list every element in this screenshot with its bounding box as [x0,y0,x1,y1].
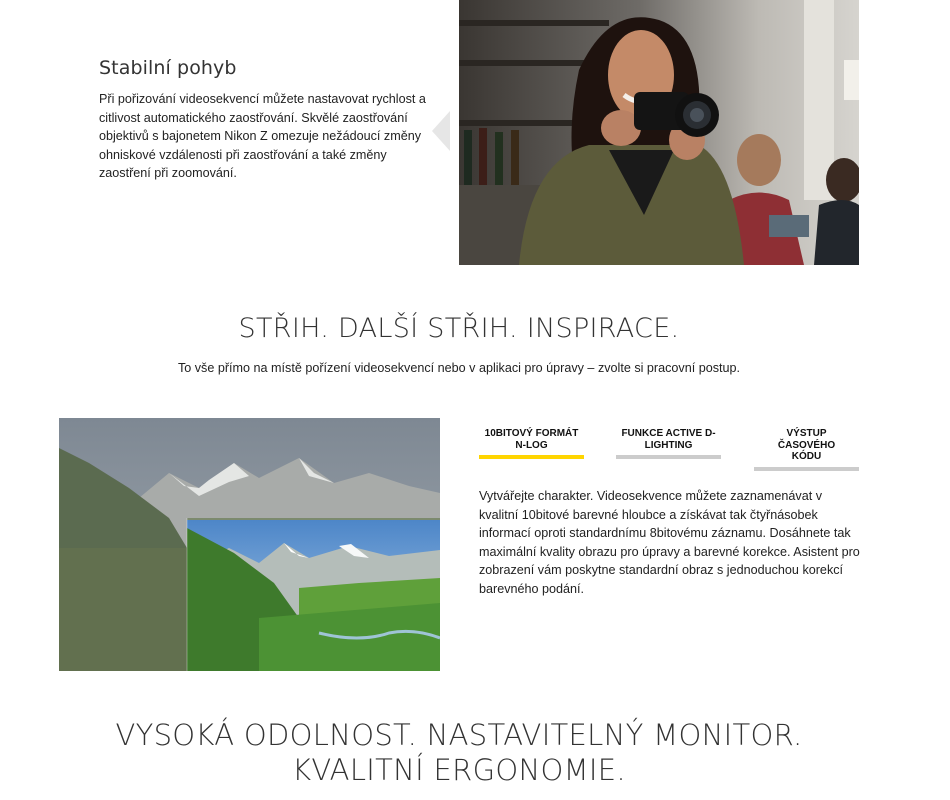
mountain-landscape-comparison-image [59,418,440,671]
feature-title: Stabilní pohyb [99,57,237,79]
tab-indicator [616,455,721,459]
tab-timecode-output[interactable] [754,428,859,463]
editing-section-heading: STŘIH. DALŠÍ STŘIH. INSPIRACE. [238,313,680,344]
tab-active-d-lighting[interactable] [616,428,721,451]
tab-label: VÝSTUP ČASOVÉHO KÓDU [777,428,836,462]
tab-active-indicator [479,455,584,459]
slider-arrow-icon[interactable] [432,111,450,151]
feature-tabs [479,428,859,473]
tab-indicator [754,467,859,471]
feature-description: Při pořizování videosekvencí můžete nastavovat rychlost a citlivost automatického zaostřování. Skvělé zaostřování objektivů s bajonetem Nikon Z omezuje nežádoucí změny ohniskové vzdálenosti při zaostřování a také změny zaostření při zoomování. [99,92,426,180]
photographer-photo [459,0,859,265]
tab-content-text: Vytvářejte charakter. Videosekvence můžete zaznamenávat v kvalitní 10bitové barevné hloubce a získávat tak čtyřnásobek informací oproti standardnímu 8bitovému záznamu. Dosáhnete tak maximální kvality obrazu pro úpravy a barevné korekce. Asistent pro zobrazení vám poskytne standardní obraz s jednoduchou korekcí barevného podání. [479,489,860,596]
durability-section-heading: VYSOKÁ ODOLNOST. NASTAVITELNÝ MONITOR. KVALITNÍ ERGONOMIE. [115,718,803,787]
tab-label: FUNKCE ACTIVE D-LIGHTING [621,428,716,451]
tab-10bit-n-log[interactable] [479,428,584,451]
tab-label: 10BITOVÝ FORMÁT N-LOG [484,428,579,451]
editing-section-subtitle: To vše přímo na místě pořízení videosekvencí nebo v aplikaci pro úpravy – zvolte si pracovní postup. [177,361,741,375]
